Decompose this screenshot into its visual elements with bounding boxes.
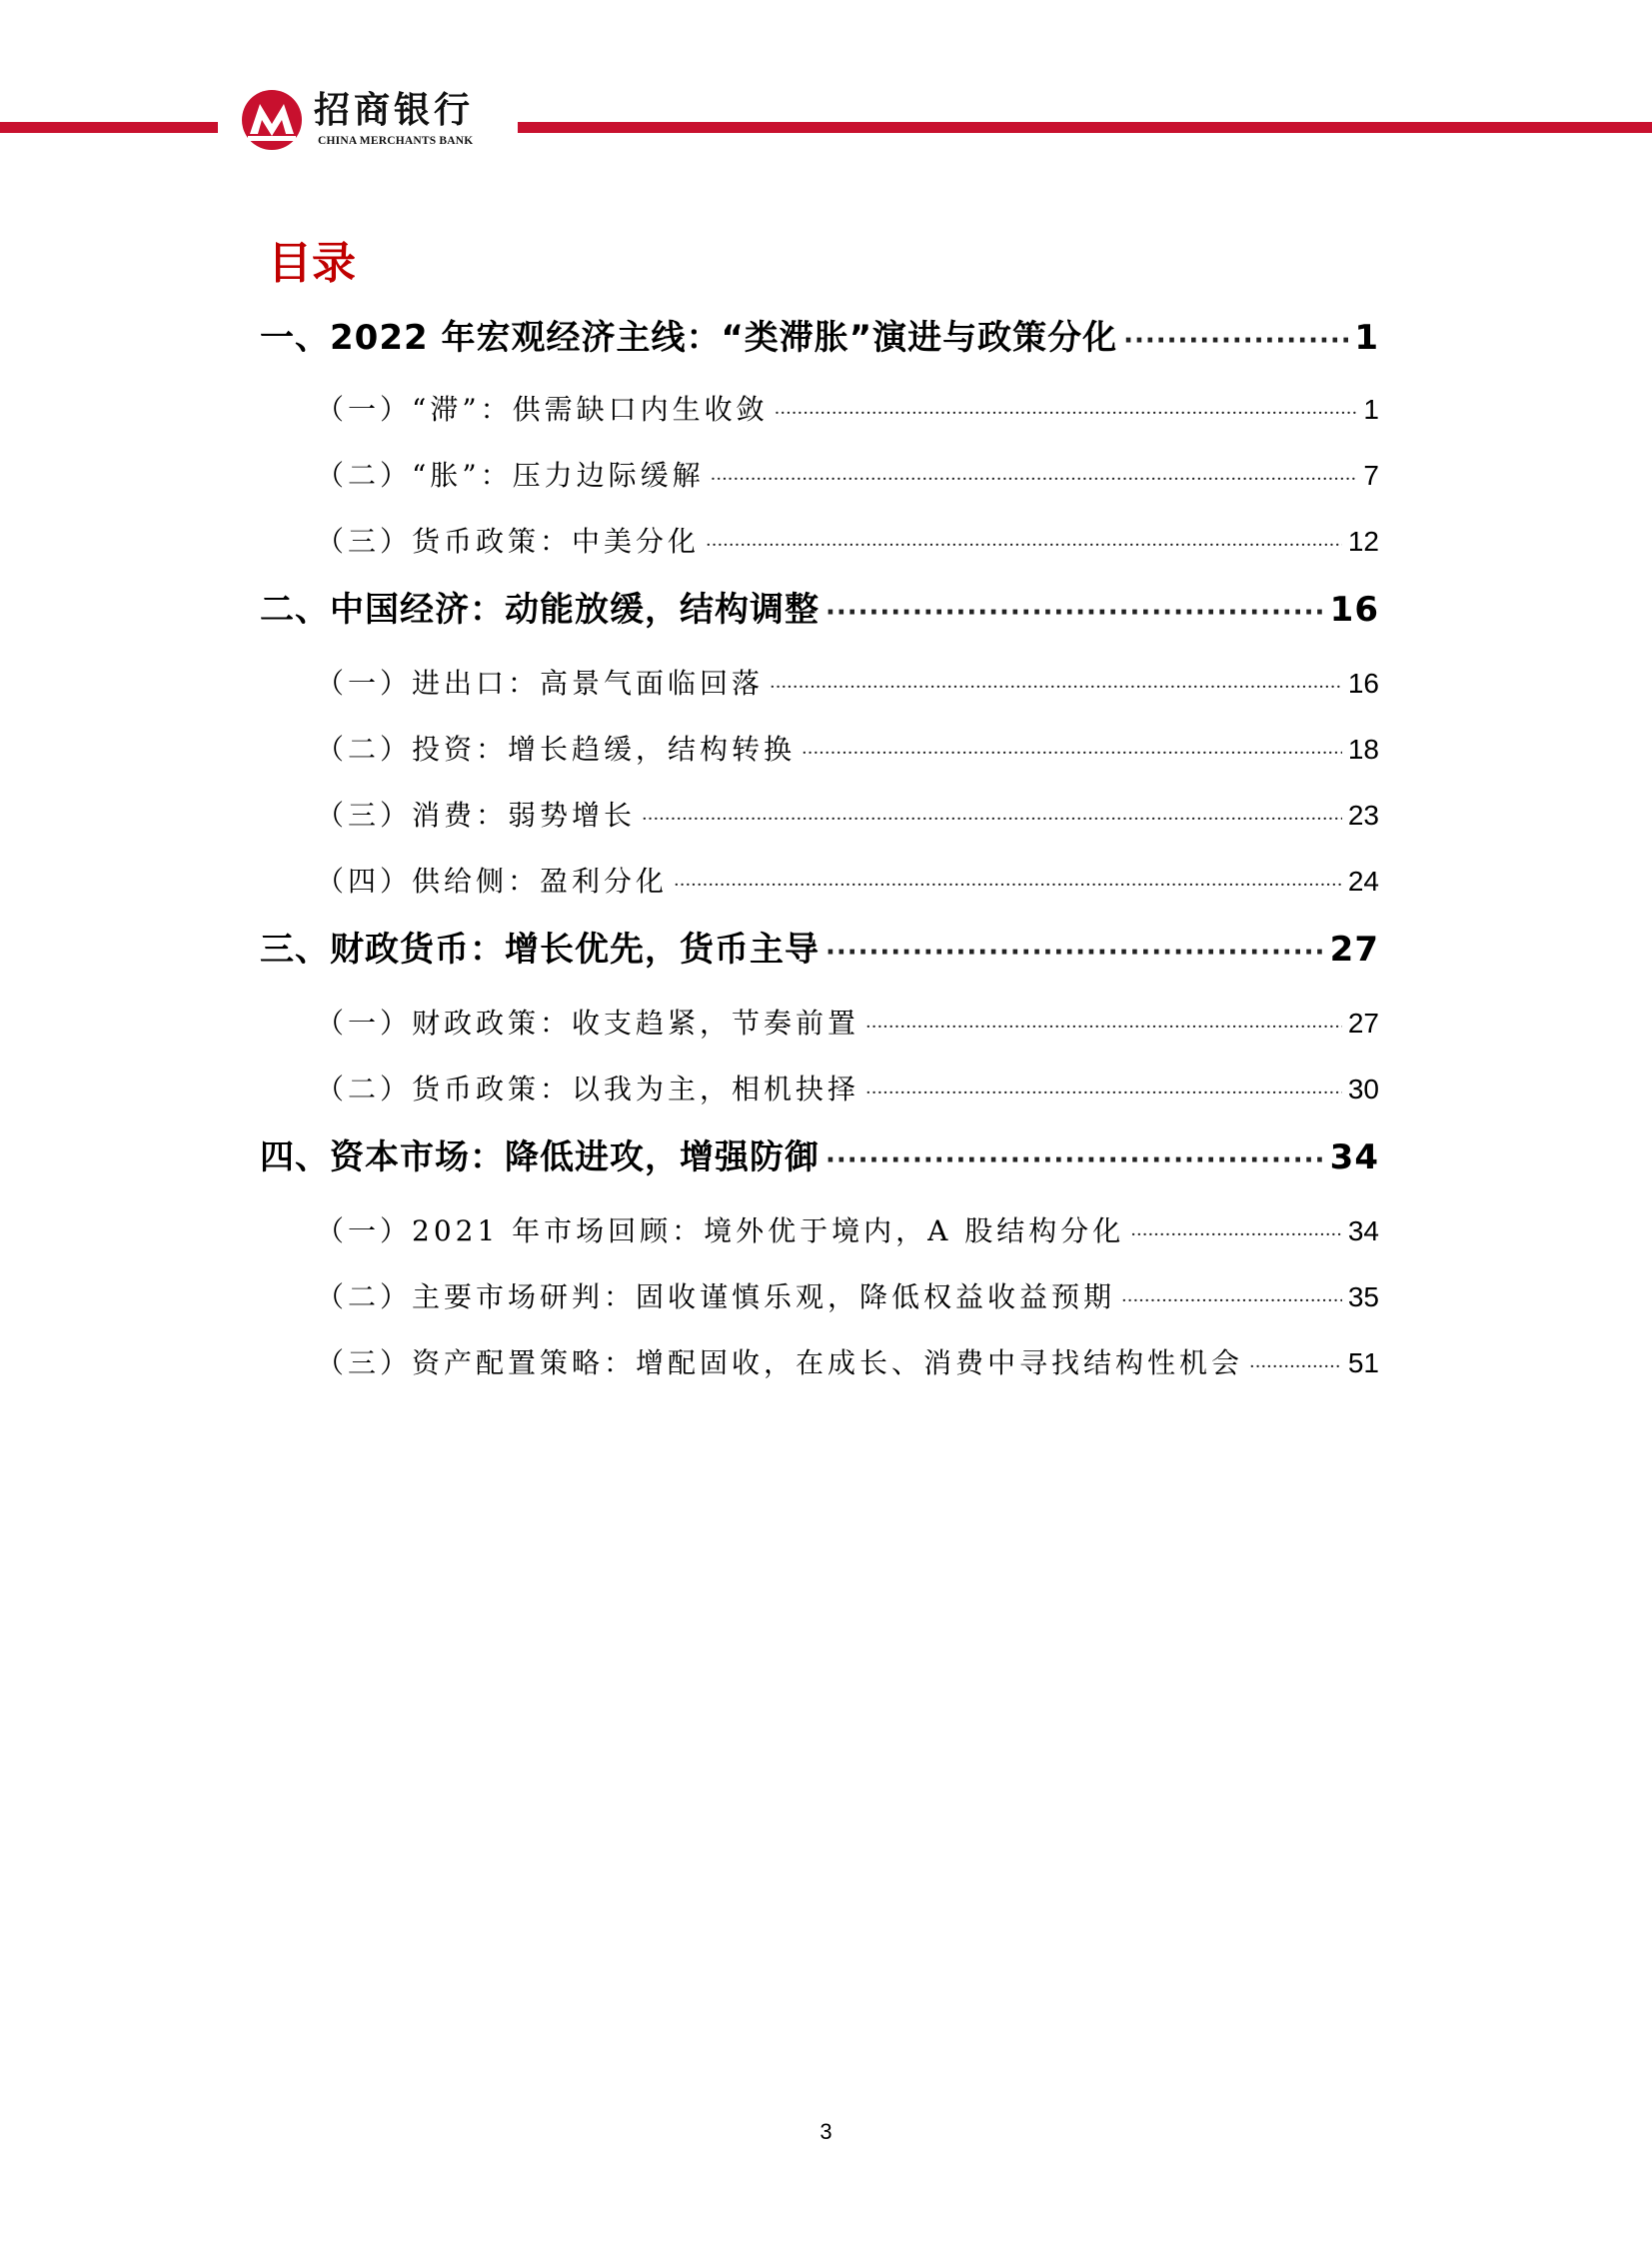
toc-entry-label: 四、资本市场：降低进攻，增强防御 [260,1137,820,1177]
toc-leader-dots [802,743,1342,764]
toc-entry-page: 7 [1363,460,1379,491]
toc-entry-label: （三）货币政策：中美分化 [316,525,701,558]
toc-entry-page: 1 [1363,394,1379,425]
toc-leader-dots [1130,1224,1342,1245]
toc-entry-label: （三）消费：弱势增长 [316,799,637,832]
toc-entry-section-1[interactable] [260,310,1379,359]
toc-leader-dots [770,677,1342,698]
toc-entry-page: 27 [1347,1008,1379,1039]
toc-entry-label: 一、2022 年宏观经济主线：“类滞胀”演进与政策分化 [260,318,1118,358]
toc-entry-page: 30 [1347,1074,1379,1105]
toc-leader-dots [674,875,1342,896]
toc-entry-4-2[interactable] [260,1275,1379,1315]
brand-name-en: CHINA MERCHANTS BANK [318,135,474,147]
toc-entry-label: （二）“胀”：压力边际缓解 [316,459,705,492]
toc-title: 目录 [268,238,356,289]
toc-entry-page: 1 [1354,318,1379,358]
toc-leader-dots [1249,1356,1342,1377]
toc-entry-section-2[interactable] [260,582,1379,631]
toc-leader-dots [865,1083,1342,1104]
toc-entry-label: （一）2021 年市场回顾：境外优于境内，A 股结构分化 [316,1214,1125,1247]
toc-entry-page: 34 [1329,1137,1379,1177]
toc-entry-2-4[interactable] [260,860,1379,900]
toc-entry-3-1[interactable] [260,1002,1379,1042]
toc-entry-page: 24 [1347,866,1379,897]
toc-entry-2-3[interactable] [260,794,1379,834]
toc-entry-page: 35 [1347,1281,1379,1312]
toc-leader-dots [711,469,1358,490]
toc-entry-page: 12 [1347,526,1379,557]
toc-entry-page: 51 [1347,1347,1379,1378]
toc-entry-4-1[interactable] [260,1209,1379,1249]
toc-entry-label: （四）供给侧：盈利分化 [316,865,669,898]
toc-entry-3-2[interactable] [260,1068,1379,1108]
toc-entry-page: 18 [1347,734,1379,765]
toc-leader-dots [826,938,1324,968]
toc-entry-label: 二、中国经济：动能放缓，结构调整 [260,590,820,630]
toc-entry-page: 16 [1347,668,1379,699]
toc-entry-label: 三、财政货币：增长优先，货币主导 [260,930,820,970]
toc-entry-label: （二）投资：增长趋缓，结构转换 [316,733,797,766]
toc-entry-section-4[interactable] [260,1129,1379,1178]
toc-entry-2-1[interactable] [260,662,1379,702]
bank-logo [240,88,510,154]
toc-entry-label: （一）进出口：高景气面临回落 [316,667,765,700]
cmb-logo-icon [240,88,304,152]
toc-leader-dots [826,598,1324,628]
toc-entry-page: 27 [1329,930,1379,970]
toc-entry-page: 16 [1329,590,1379,630]
toc-entry-1-2[interactable] [260,454,1379,494]
toc-entry-label: （三）资产配置策略：增配固收，在成长、消费中寻找结构性机会 [316,1346,1244,1379]
toc-entry-page: 34 [1347,1215,1379,1246]
toc-entry-label: （一）财政政策：收支趋紧，节奏前置 [316,1007,860,1040]
toc-entry-section-3[interactable] [260,922,1379,971]
toc-entry-label: （一）“滞”：供需缺口内生收敛 [316,393,769,426]
toc-entry-page: 23 [1347,800,1379,831]
toc-entry-1-3[interactable] [260,520,1379,560]
toc-leader-dots [1121,1290,1342,1311]
brand-name-cn: 招商银行 [314,89,475,131]
header-rule-left [0,122,218,133]
page-number: 3 [820,2119,832,2144]
toc-leader-dots [865,1017,1342,1038]
toc-leader-dots [642,809,1342,830]
toc-leader-dots [1123,326,1348,356]
header-rule-right [518,122,1652,133]
toc-leader-dots [826,1145,1324,1175]
toc-entry-4-3[interactable] [260,1341,1379,1381]
toc-leader-dots [775,403,1358,424]
toc-entry-1-1[interactable] [260,388,1379,428]
toc-entry-label: （二）主要市场研判：固收谨慎乐观，降低权益收益预期 [316,1280,1116,1313]
toc-leader-dots [706,535,1342,556]
toc-entry-label: （二）货币政策：以我为主，相机抉择 [316,1073,860,1106]
toc-entry-2-2[interactable] [260,728,1379,768]
